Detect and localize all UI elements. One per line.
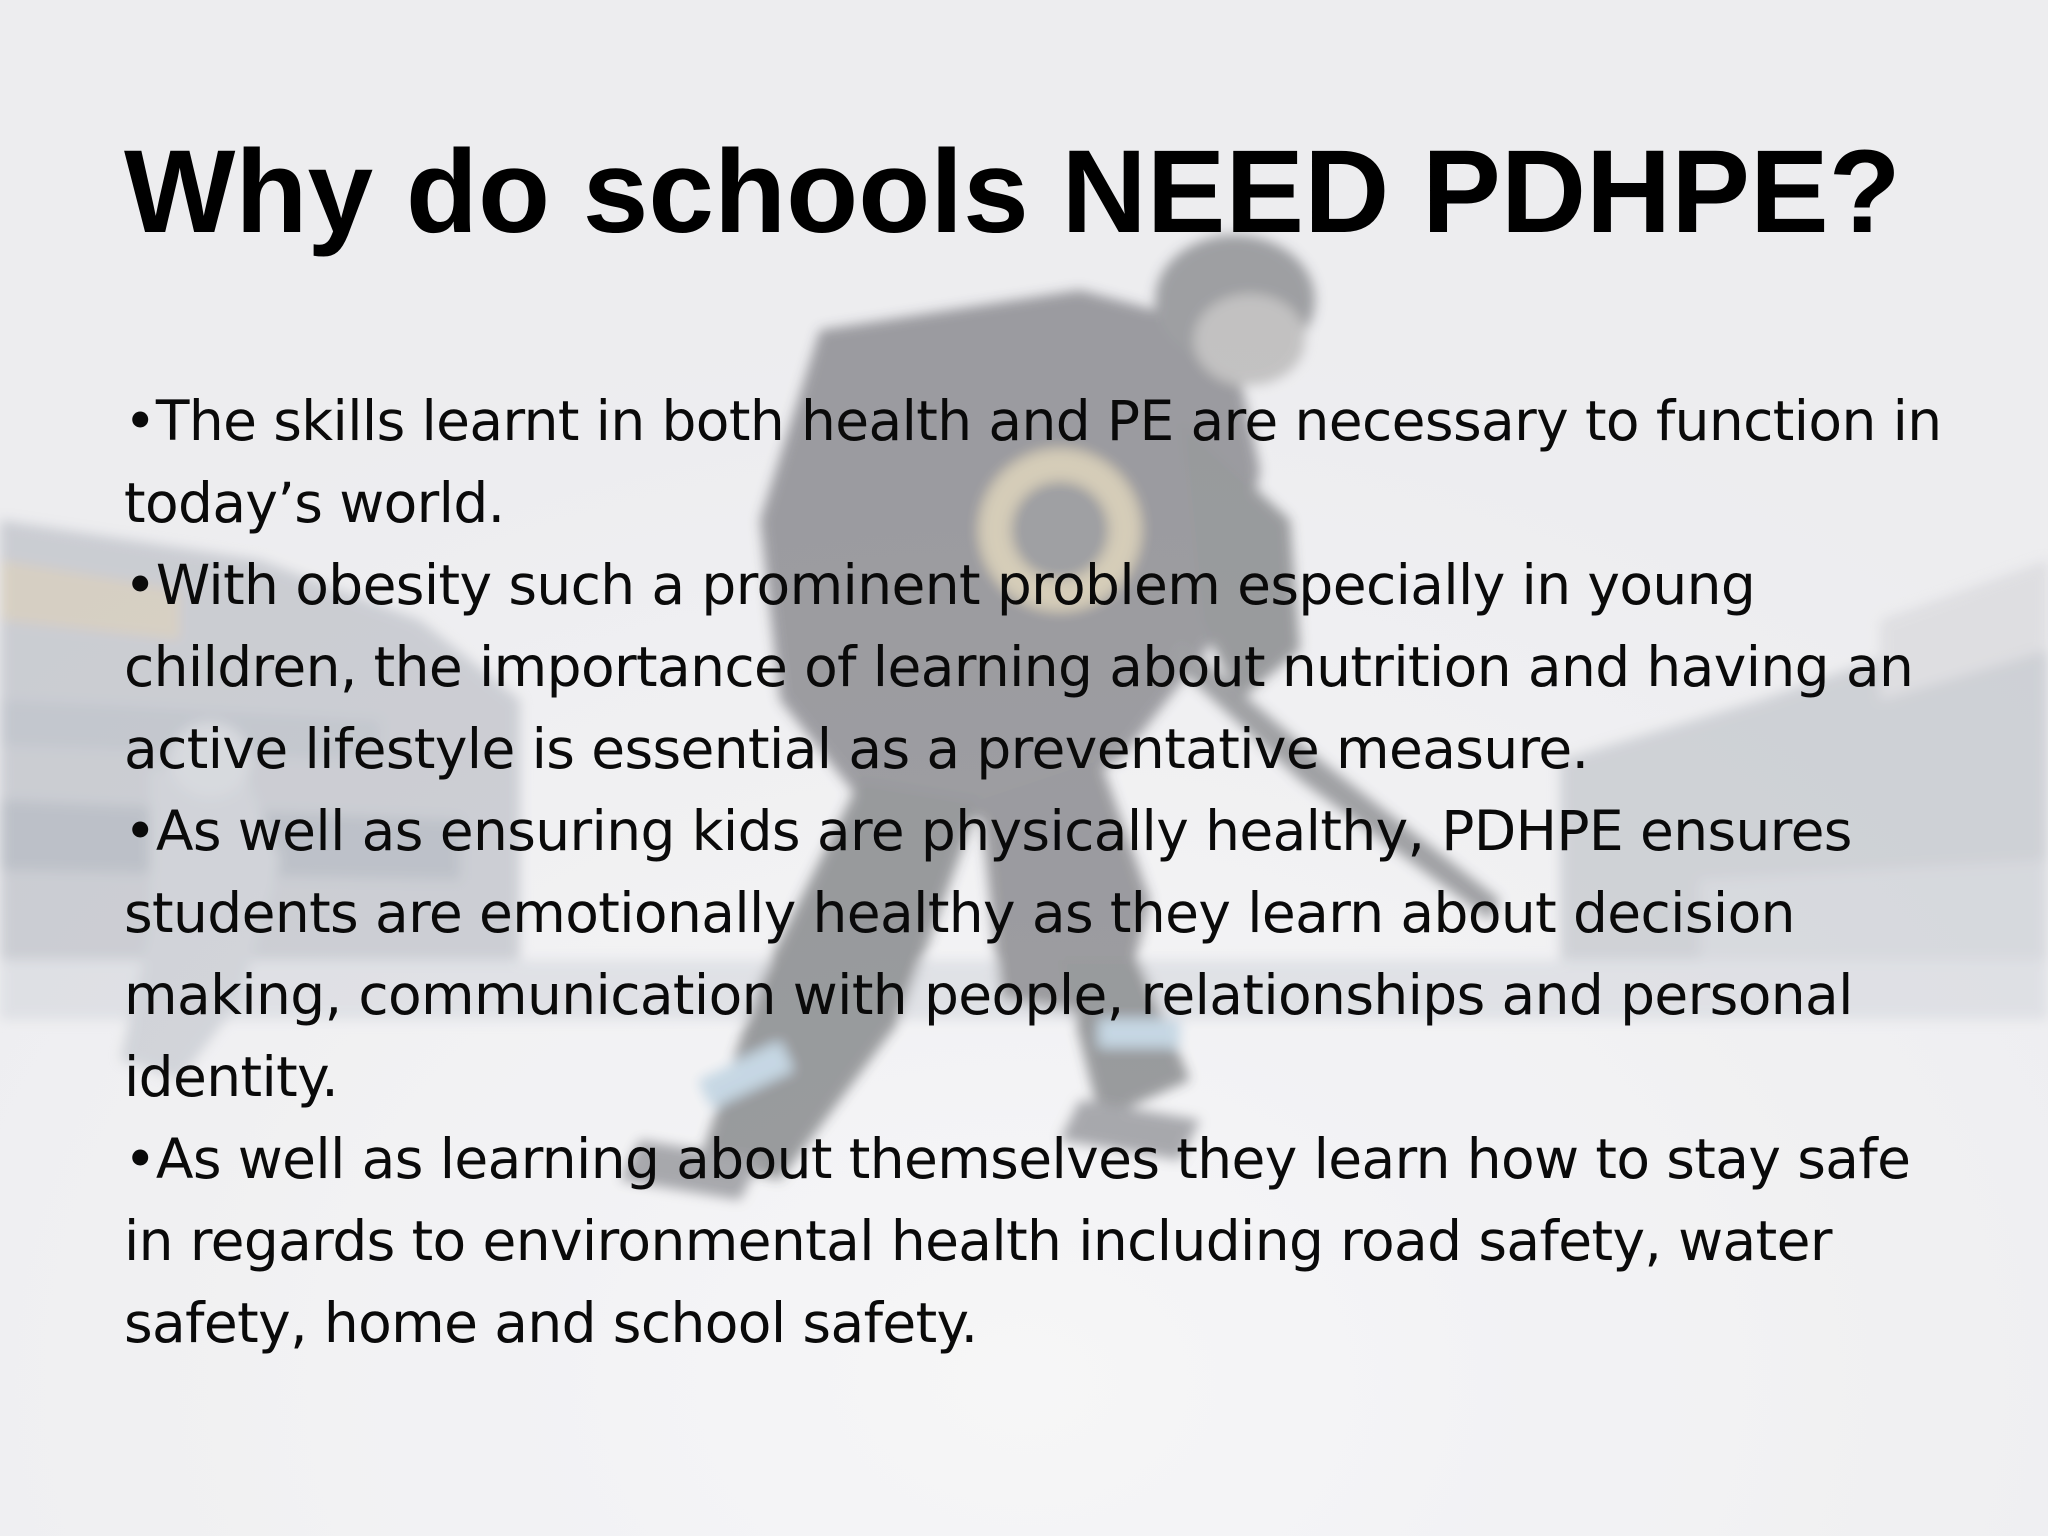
bullet-item: •As well as learning about themselves they learn how to stay safe in regards to environmental health including road safety, water safety, home and school safety. xyxy=(124,1127,1911,1355)
bullet-list xyxy=(124,380,1944,1364)
slide-title: Why do schools NEED PDHPE? xyxy=(124,126,1901,258)
bullet-item: •With obesity such a prominent problem especially in young children, the importance of learning about nutrition and having an active lifestyle is essential as a preventative measure. xyxy=(124,553,1914,781)
bullet-item: •As well as ensuring kids are physically healthy, PDHPE ensures students are emotionally healthy as they learn about decision making, communication with people, relationships and personal identity. xyxy=(124,799,1853,1109)
bullet-item: •The skills learnt in both health and PE are necessary to function in today’s world. xyxy=(124,389,1942,535)
